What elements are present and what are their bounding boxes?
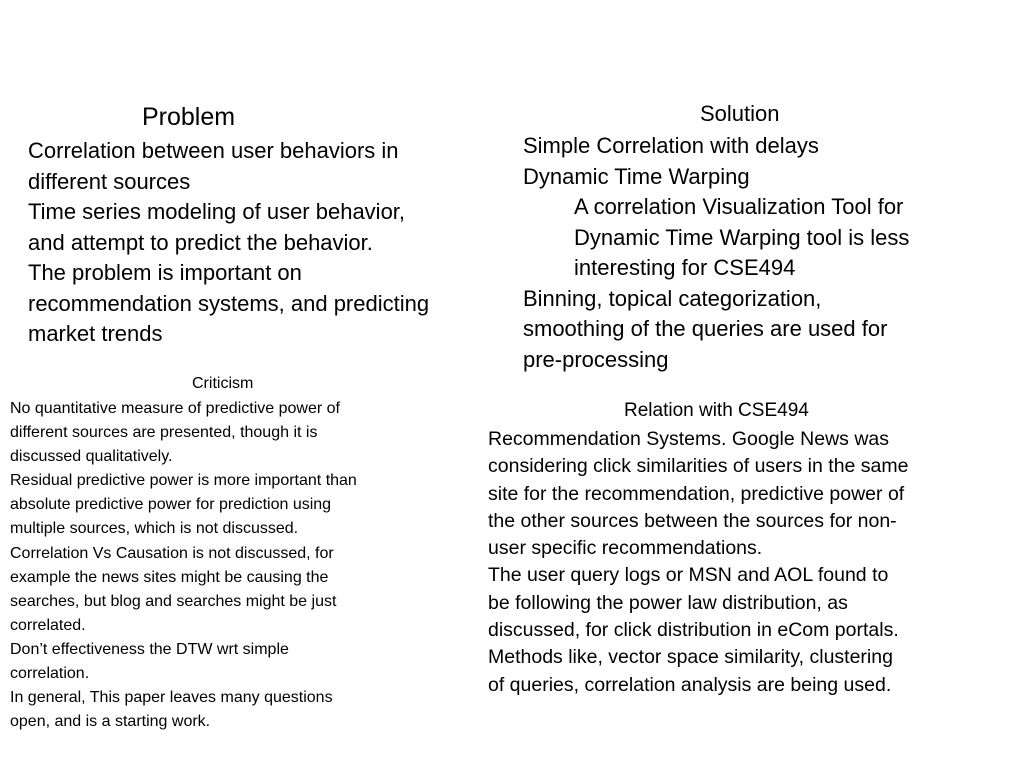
solution-line: Simple Correlation with delays (523, 133, 819, 158)
criticism-line: Don’t effectiveness the DTW wrt simple (10, 640, 289, 658)
problem-line: and attempt to predict the behavior. (28, 229, 373, 255)
problem-line: recommendation systems, and predicting (28, 290, 430, 316)
problem-line: Time series modeling of user behavior, (28, 199, 406, 224)
criticism-line: Residual predictive power is more important than (10, 472, 357, 490)
problem-line: different sources (28, 168, 191, 194)
criticism-line: discussed qualitatively. (10, 448, 173, 466)
criticism-line: example the news sites might be causing the (10, 568, 329, 586)
solution-line: Dynamic Time Warping (523, 163, 750, 189)
solution-line: smoothing of the queries are used for (523, 316, 888, 341)
relation-line: of queries, correlation analysis are being used. (488, 673, 892, 696)
criticism-line: correlated. (10, 616, 86, 634)
criticism-line: open, and is a starting work. (10, 713, 211, 731)
problem-title: Problem (142, 103, 236, 131)
criticism-line: different sources are presented, though it is (10, 424, 318, 442)
relation-line: user specific recommendations. (488, 537, 763, 560)
criticism-line: correlation. (10, 665, 90, 683)
criticism-line: Correlation Vs Causation is not discussed, for (10, 544, 334, 562)
criticism-line: In general, This paper leaves many questions (10, 689, 333, 707)
solution-text (523, 131, 909, 375)
relation-line: site for the recommendation, predictive power of (488, 482, 905, 505)
relation-line: The user query logs or MSN and AOL found to (488, 564, 889, 587)
criticism-title: Criticism (192, 375, 254, 392)
solution-line: pre-processing (523, 346, 669, 372)
relation-title: Relation with CSE494 (624, 400, 809, 421)
relation-line: Recommendation Systems. Google News was (488, 428, 889, 450)
solution-subline: A correlation Visualization Tool for (574, 194, 904, 219)
solution-subline: interesting for CSE494 (574, 255, 796, 280)
relation-line: discussed, for click distribution in eCom portals. (488, 619, 899, 642)
criticism-text (10, 397, 357, 734)
relation-line: the other sources between the sources for non- (488, 509, 897, 532)
problem-text (28, 136, 429, 350)
problem-line: The problem is important on (28, 260, 302, 285)
criticism-line: absolute predictive power for prediction using (10, 496, 332, 514)
relation-line: be following the power law distribution, as (488, 591, 848, 614)
solution-line: Binning, topical categorization, (523, 285, 822, 311)
criticism-line: No quantitative measure of predictive power of (10, 400, 340, 417)
problem-line: Correlation between user behaviors in (28, 138, 399, 163)
solution-title: Solution (700, 101, 780, 126)
relation-line: Methods like, vector space similarity, clustering (488, 646, 893, 669)
criticism-line: multiple sources, which is not discussed. (10, 520, 299, 538)
relation-text (488, 426, 909, 699)
criticism-line: searches, but blog and searches might be just (10, 592, 337, 610)
relation-line: considering click similarities of users in the same (488, 455, 909, 478)
problem-line: market trends (28, 321, 163, 346)
solution-subline: Dynamic Time Warping tool is less (574, 224, 910, 250)
